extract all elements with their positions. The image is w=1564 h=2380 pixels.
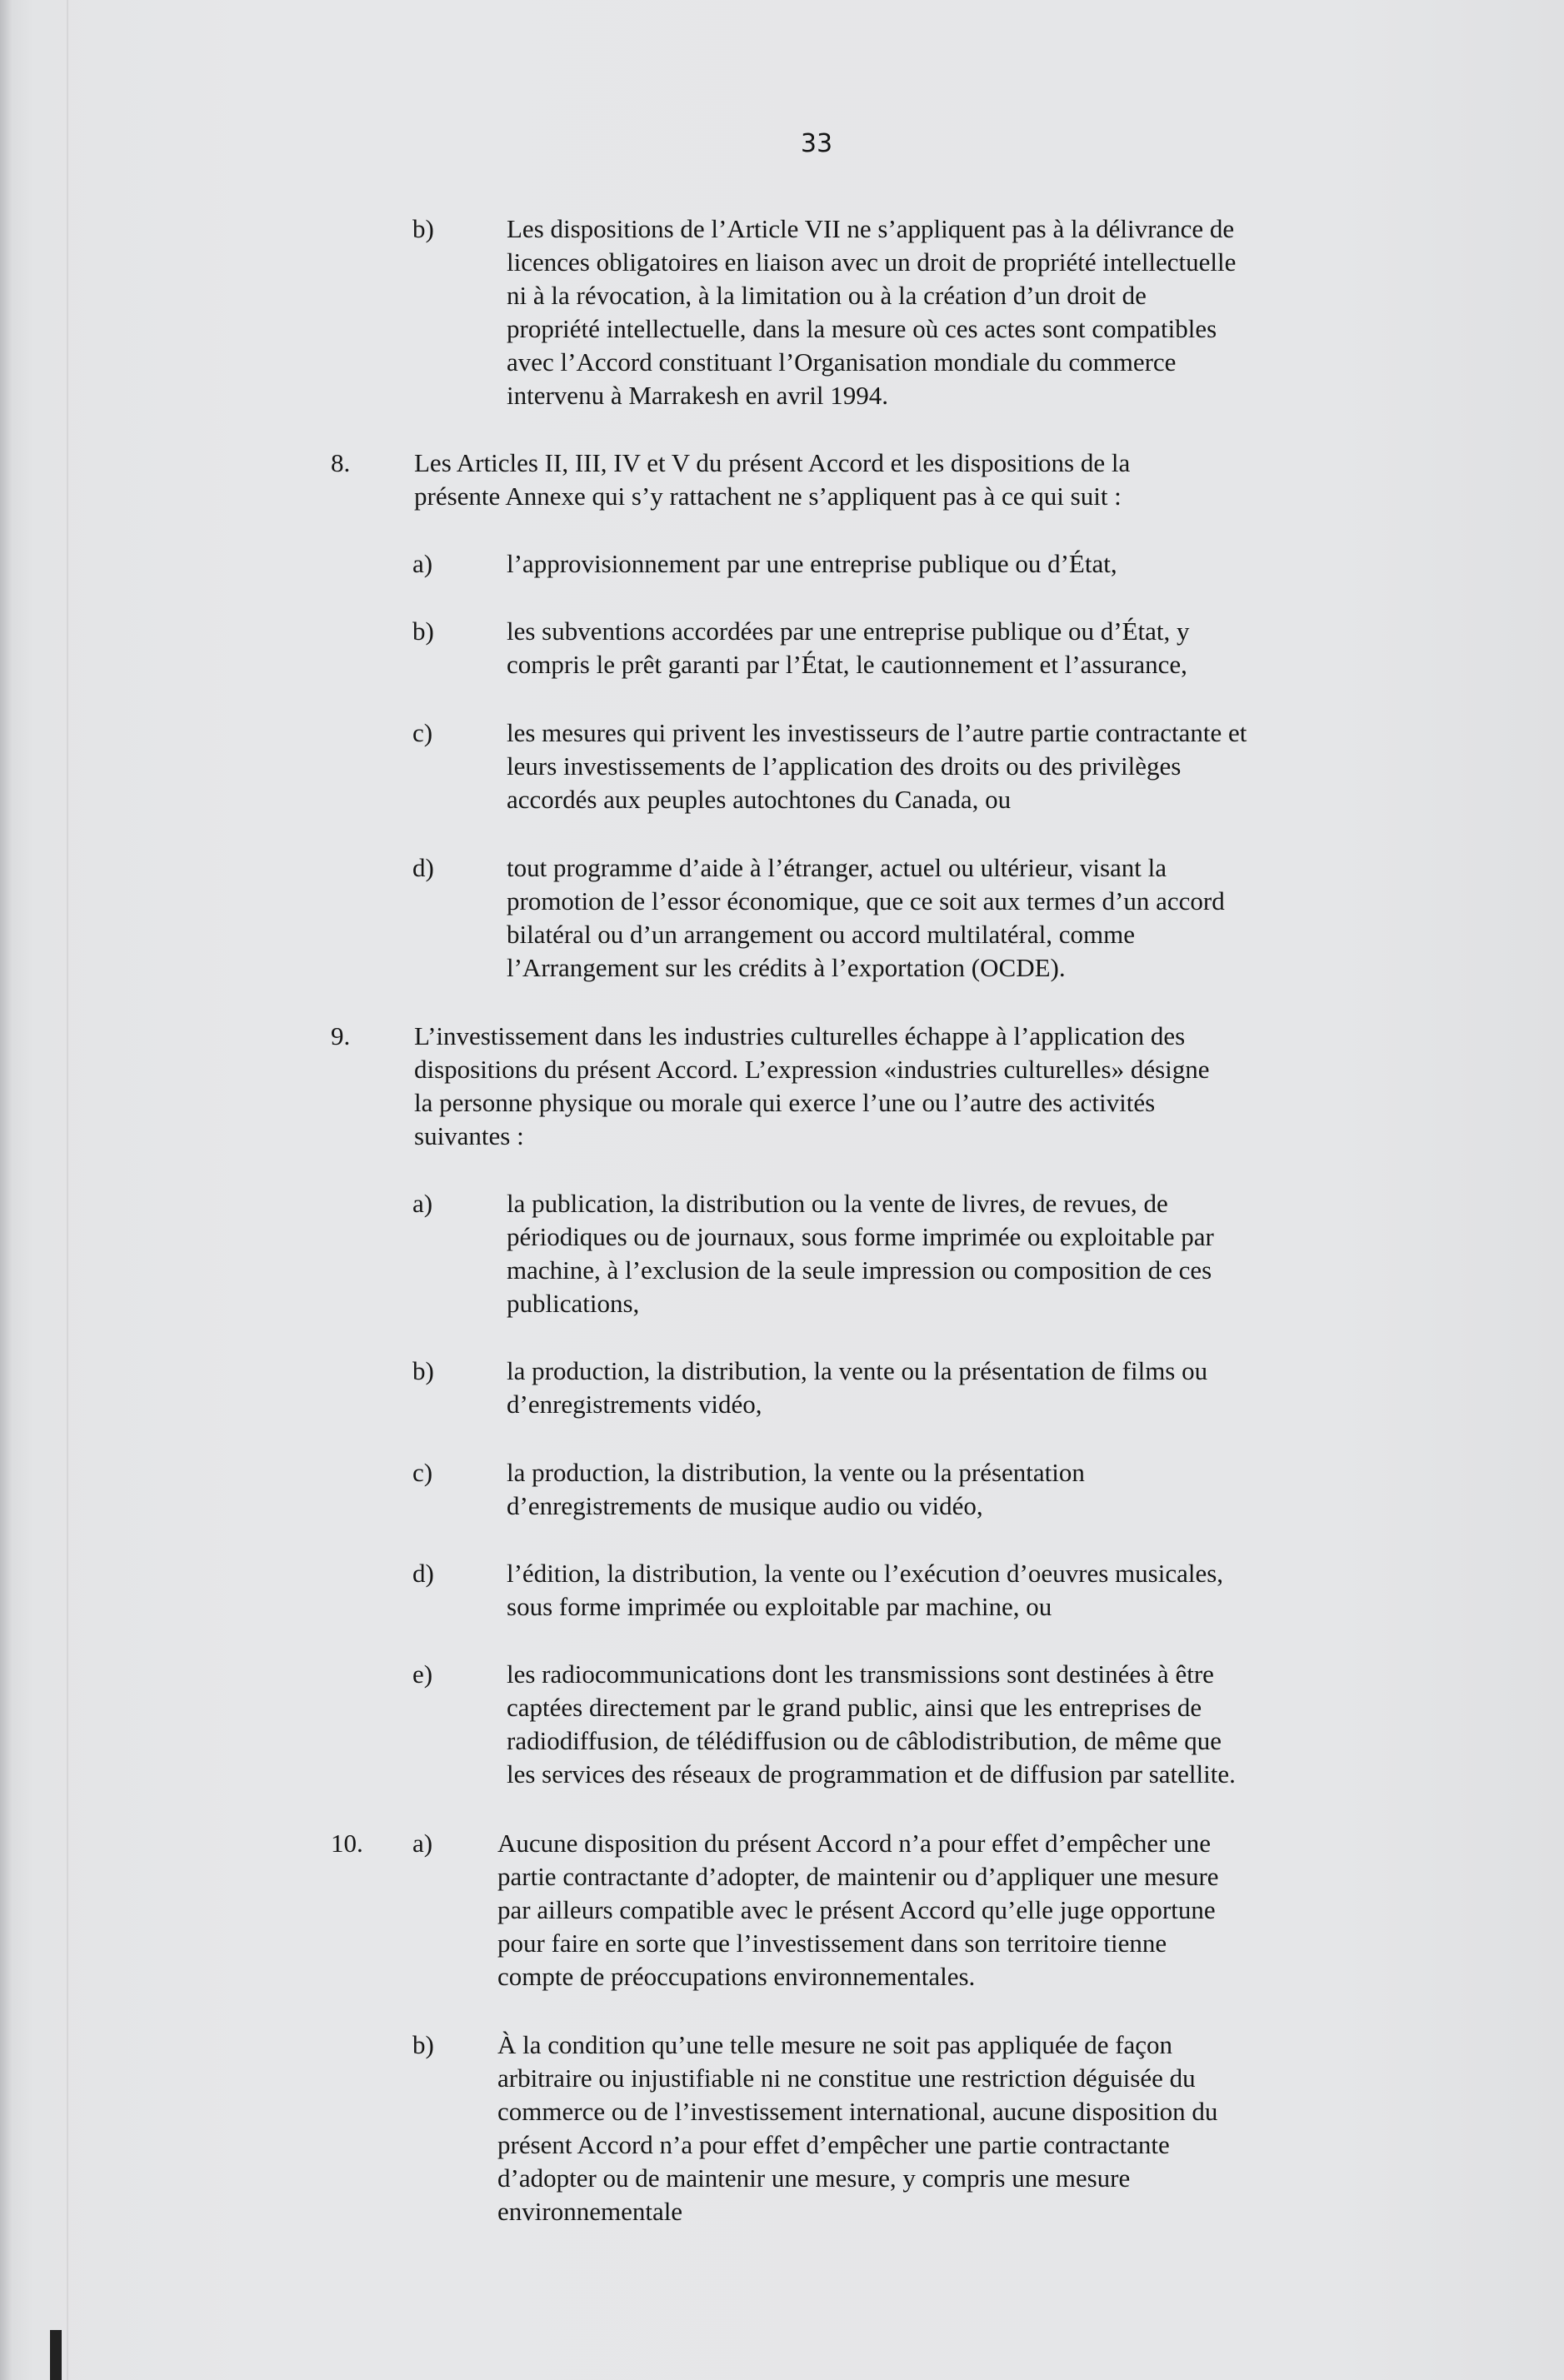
section-8-item-label: b)	[412, 616, 434, 646]
scan-corner-mark	[50, 2330, 62, 2380]
section-10-item-line: par ailleurs compatible avec le présent Accord qu’elle juge opportune	[497, 1895, 1216, 1924]
page-edge-shadow	[0, 0, 12, 2380]
section-10-item-line: compte de préoccupations environnementales.	[497, 1962, 976, 1991]
section-10-item-line: À la condition qu’une telle mesure ne soit pas appliquée de façon	[497, 2030, 1173, 2059]
section-8-item-line: l’approvisionnement par une entreprise publique ou d’État,	[507, 549, 1117, 578]
section-10-item-line: d’adopter ou de maintenir une mesure, y compris une mesure	[497, 2163, 1131, 2193]
section-10-item-label: b)	[412, 2030, 434, 2059]
section-9-line: la personne physique ou morale qui exerce l’une ou l’autre des activités	[414, 1088, 1156, 1117]
section-10-item-line: environnementale	[497, 2197, 683, 2226]
section-10-item-line: Aucune disposition du présent Accord n’a pour effet d’empêcher une	[497, 1829, 1211, 1858]
section-8-item-label: a)	[412, 549, 433, 578]
section-9-item-label: d)	[412, 1559, 434, 1588]
section-9-line: dispositions du présent Accord. L’expression «industries culturelles» désigne	[414, 1055, 1210, 1084]
section-8-item-label: c)	[412, 718, 433, 747]
section-8-item-line: leurs investissements de l’application des droits ou des privilèges	[507, 751, 1182, 781]
section-10-item-line: commerce ou de l’investissement international, aucune disposition du	[497, 2097, 1218, 2126]
section-8-item-line: bilatéral ou d’un arrangement ou accord multilatéral, comme	[507, 920, 1136, 949]
section-9-item-label: c)	[412, 1458, 433, 1487]
section-8-line: Les Articles II, III, IV et V du présent Accord et les dispositions de la	[414, 448, 1131, 477]
section-10-item-line: arbitraire ou injustifiable ni ne constitue une restriction déguisée du	[497, 2063, 1196, 2093]
section-9-item-line: la production, la distribution, la vente ou la présentation	[507, 1458, 1085, 1487]
item-7b-label: b)	[412, 214, 434, 243]
section-9-line: suivantes :	[414, 1121, 524, 1150]
section-10-item-label: a)	[412, 1829, 433, 1858]
section-9-item-line: d’enregistrements de musique audio ou vidéo,	[507, 1491, 983, 1520]
section-9-item-line: captées directement par le grand public, ainsi que les entreprises de	[507, 1693, 1202, 1722]
item-7b-line: ni à la révocation, à la limitation ou à la création d’un droit de	[507, 281, 1147, 310]
section-10-item-line: présent Accord n’a pour effet d’empêcher une partie contractante	[497, 2130, 1170, 2159]
item-7b-line: avec l’Accord constituant l’Organisation mondiale du commerce	[507, 347, 1177, 377]
section-10-item-line: partie contractante d’adopter, de maintenir ou d’appliquer une mesure	[497, 1862, 1219, 1891]
section-9-item-line: la publication, la distribution ou la vente de livres, de revues, de	[507, 1189, 1168, 1218]
section-8-number: 8.	[331, 448, 351, 477]
item-7b-line: licences obligatoires en liaison avec un droit de propriété intellectuelle	[507, 247, 1237, 277]
section-9-item-line: d’enregistrements vidéo,	[507, 1390, 762, 1419]
section-9-item-line: la production, la distribution, la vente ou la présentation de films ou	[507, 1356, 1208, 1385]
page-number: 33	[800, 129, 833, 158]
section-9-item-label: b)	[412, 1356, 434, 1385]
section-8-item-line: les mesures qui privent les investisseurs de l’autre partie contractante et	[507, 718, 1247, 747]
section-9-item-line: publications,	[507, 1289, 640, 1318]
section-8-item-line: les subventions accordées par une entreprise publique ou d’État, y	[507, 616, 1190, 646]
section-9-item-line: machine, à l’exclusion de la seule impression ou composition de ces	[507, 1255, 1212, 1285]
page-fold-line	[67, 0, 68, 2380]
section-8-item-line: tout programme d’aide à l’étranger, actuel ou ultérieur, visant la	[507, 853, 1167, 882]
section-9-item-line: les radiocommunications dont les transmissions sont destinées à être	[507, 1659, 1214, 1689]
section-9-item-line: sous forme imprimée ou exploitable par machine, ou	[507, 1592, 1052, 1621]
section-9-item-label: a)	[412, 1189, 433, 1218]
section-8-item-line: compris le prêt garanti par l’État, le cautionnement et l’assurance,	[507, 650, 1187, 679]
section-8-line: présente Annexe qui s’y rattachent ne s’appliquent pas à ce qui suit :	[414, 481, 1122, 511]
section-8-item-line: l’Arrangement sur les crédits à l’exportation (OCDE).	[507, 953, 1066, 982]
section-8-item-label: d)	[412, 853, 434, 882]
section-8-item-line: accordés aux peuples autochtones du Canada, ou	[507, 785, 1012, 814]
section-9-item-label: e)	[412, 1659, 433, 1689]
section-9-item-line: les services des réseaux de programmation et de diffusion par satellite.	[507, 1759, 1236, 1789]
section-9-number: 9.	[331, 1021, 351, 1050]
item-7b-line: propriété intellectuelle, dans la mesure où ces actes sont compatibles	[507, 314, 1217, 343]
section-10-number: 10.	[331, 1829, 363, 1858]
section-10-item-line: pour faire en sorte que l’investissement dans son territoire tienne	[497, 1928, 1167, 1958]
item-7b-line: intervenu à Marrakesh en avril 1994.	[507, 381, 888, 410]
section-9-item-line: radiodiffusion, de télédiffusion ou de câblodistribution, de même que	[507, 1726, 1222, 1755]
section-8-item-line: promotion de l’essor économique, que ce soit aux termes d’un accord	[507, 886, 1225, 916]
item-7b-line: Les dispositions de l’Article VII ne s’appliquent pas à la délivrance de	[507, 214, 1235, 243]
section-9-item-line: périodiques ou de journaux, sous forme imprimée ou exploitable par	[507, 1222, 1214, 1251]
section-9-line: L’investissement dans les industries culturelles échappe à l’application des	[414, 1021, 1186, 1050]
section-9-item-line: l’édition, la distribution, la vente ou l’exécution d’oeuvres musicales,	[507, 1559, 1224, 1588]
